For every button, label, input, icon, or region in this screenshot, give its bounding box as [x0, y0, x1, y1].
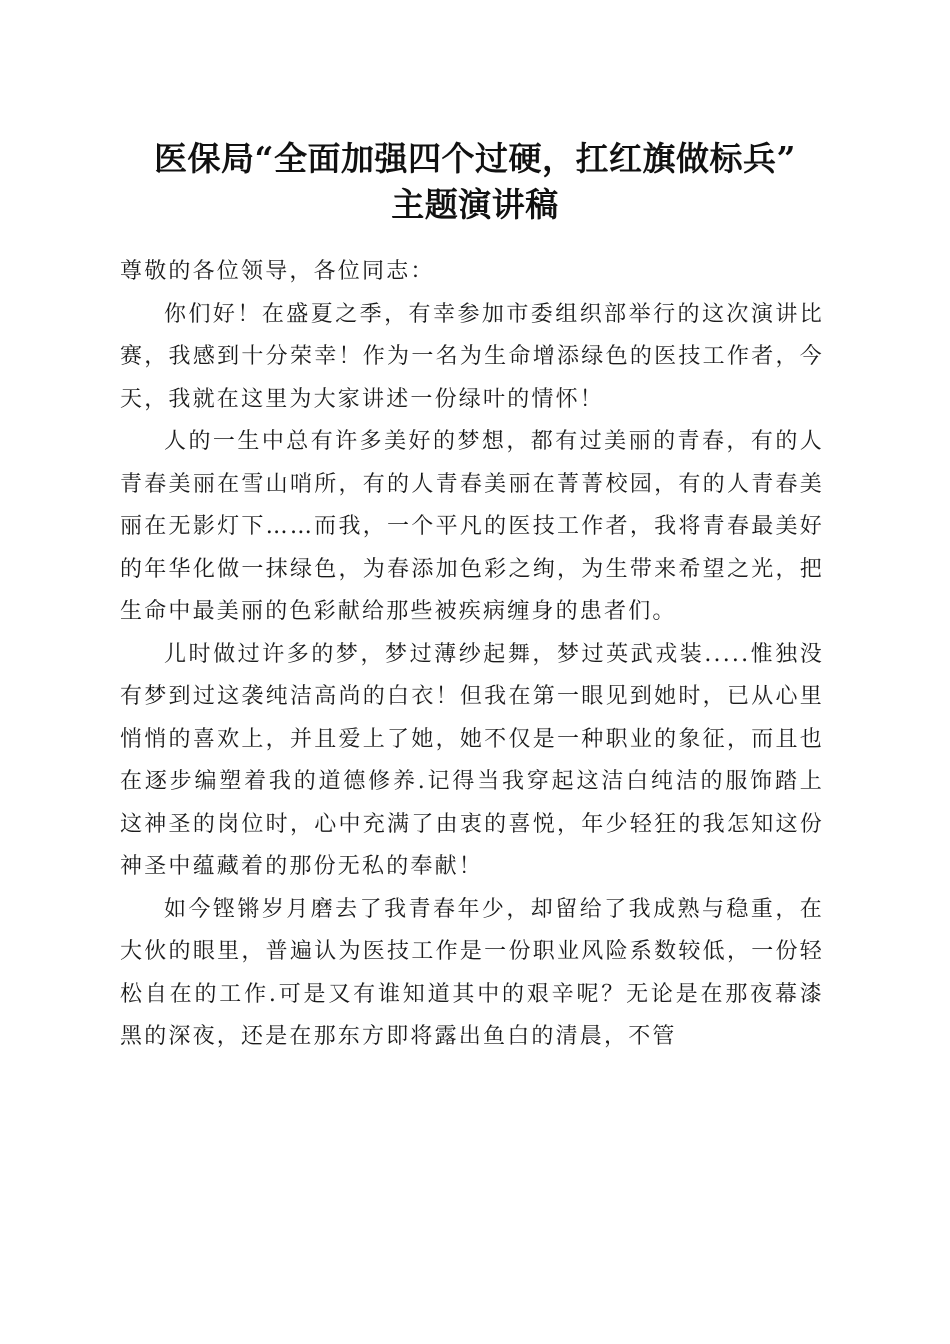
title-line-2: 主题演讲稿 [391, 185, 559, 224]
paragraph-1: 你们好！在盛夏之季，有幸参加市委组织部举行的这次演讲比赛，我感到十分荣幸！作为一名为生命增添绿色的医技工作者，今天，我就在这里为大家讲述一份绿叶的情怀！ [120, 301, 824, 412]
salutation: 尊敬的各位领导，各位同志： [120, 259, 435, 284]
title-line-1: 医保局“全面加强四个过硬，扛红旗做标兵” [154, 139, 796, 178]
paragraph-3: 儿时做过许多的梦，梦过薄纱起舞，梦过英武戎装.....惟独没有梦到过这袭纯洁高尚的白衣！但我在第一眼见到她时，已从心里悄悄的喜欢上，并且爱上了她，她不仅是一种职业的象征，而且也在逐步编塑着我的道德修养.记得当我穿起这洁白纯洁的服饰踏上这神圣的岗位时，心中充满了由衷的喜悦，年少轻狂的我怎知这份神圣中蕴藏着的那份无私的奉献！ [120, 641, 824, 879]
document-body [120, 251, 824, 1059]
paragraph-2: 人的一生中总有许多美好的梦想，都有过美丽的青春，有的人青春美丽在雪山哨所，有的人青春美丽在菁菁校园，有的人青春美丽在无影灯下……而我，一个平凡的医技工作者，我将青春最美好的年华化做一抹绿色，为春添加色彩之绚，为生带来希望之光，把生命中最美丽的色彩献给那些被疾病缠身的患者们。 [120, 429, 824, 624]
paragraph-4: 如今铿锵岁月磨去了我青春年少，却留给了我成熟与稳重，在大伙的眼里，普遍认为医技工作是一份职业风险系数较低，一份轻松自在的工作.可是又有谁知道其中的艰辛呢？无论是在那夜幕漆黑的深夜，还是在那东方即将露出鱼白的清晨，不管 [120, 896, 824, 1049]
document-title [100, 136, 850, 228]
